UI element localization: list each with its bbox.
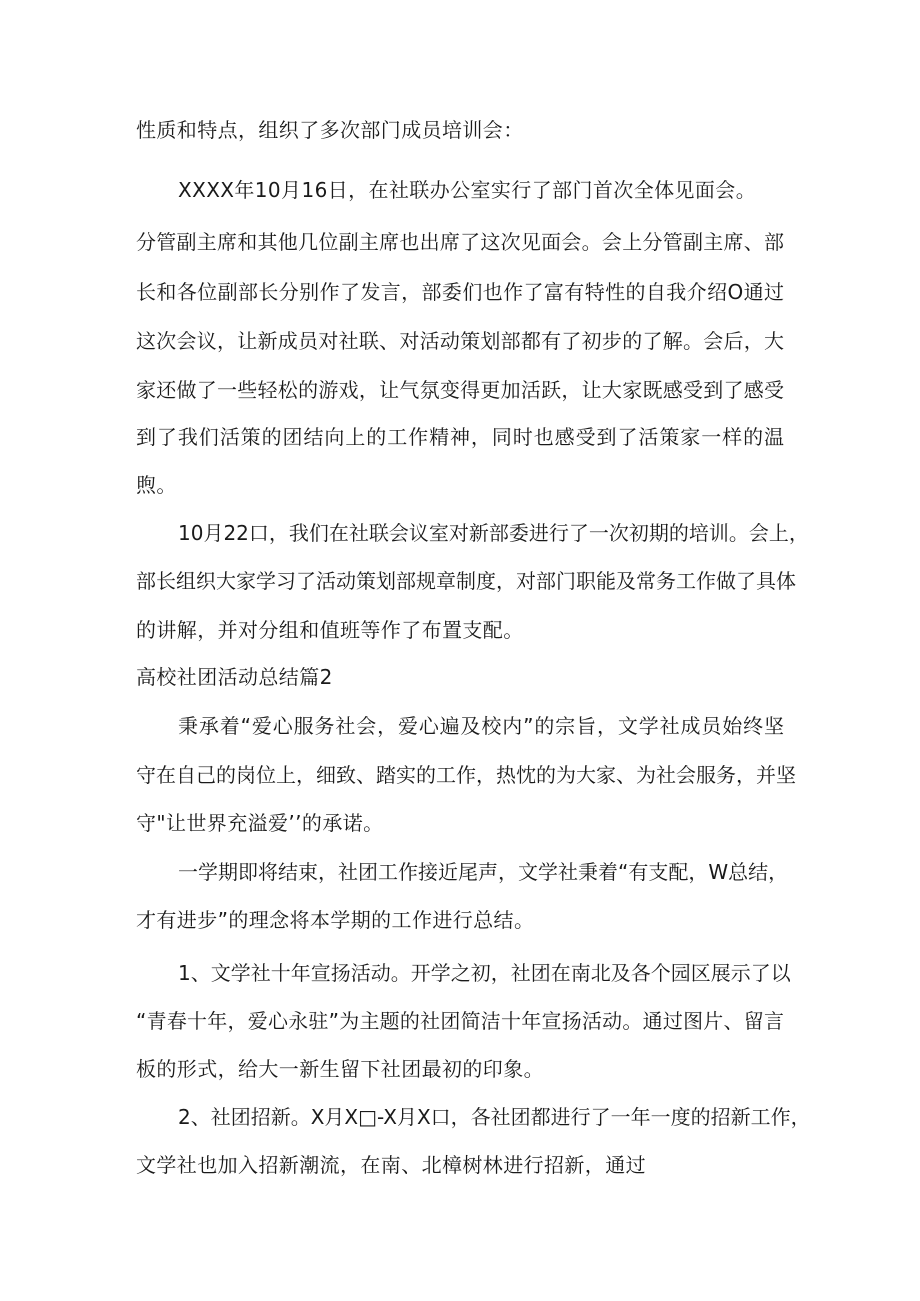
text-line: 的讲解，并对分组和值班等作了布置支配。 [136,618,524,642]
text-line: 才有进步”的理念将本学期的工作进行总结。 [136,908,535,932]
text-line: “青春十年，爱心永驻”为主题的社团简洁十年宣扬活动。通过图片、留言 [136,1009,784,1033]
text-line: 这次会议，让新成员对社联、对活动策划部都有了初步的了解。会后，大 [136,329,784,353]
text-line: 文学社也加入招新潮流，在南、北樟树林进行招新，通过 [136,1153,646,1177]
text-line: 煦。 [136,473,177,497]
text-line: 守在自己的岗位上，细致、踏实的工作，热忱的为大家、为社会服务，并坚 [136,763,796,787]
text-line: 2、社团招新。X月X□-X月X口，各社团都进行了一年一度的招新工作， [178,1105,811,1129]
text-line: 性质和特点，组织了多次部门成员培训会： [136,118,524,142]
text-line: 分管副主席和其他几位副主席也出席了这次见面会。会上分管副主席、部 [136,230,784,254]
text-line: 秉承着“爱心服务社会，爱心遍及校内”的宗旨，文学社成员始终坚 [178,714,784,738]
section-heading: 高校社团活动总结篇2 [136,665,333,689]
text-line: 一学期即将结束，社团工作接近尾声，文学社秉着“有支配，W总结， [178,860,789,884]
text-line: 家还做了一些轻松的游戏，让气氛变得更加活跃，让大家既感受到了感受 [136,378,784,402]
text-line: 板的形式，给大一新生留下社团最初的印象。 [136,1057,544,1081]
text-line: 到了我们活策的团结向上的工作精神，同时也感受到了活策家一样的温 [136,425,784,449]
text-line: 守"让世界充溢爱’’的承诺。 [136,811,384,835]
text-line: 1、文学社十年宣扬活动。开学之初，社团在南北及各个园区展示了以 [178,961,791,985]
text-line: 部长组织大家学习了活动策划部规章制度，对部门职能及常务工作做了具体 [136,569,796,593]
text-line: 10月22口，我们在社联会议室对新部委进行了一次初期的培训。会上， [178,521,809,545]
text-line: 长和各位副部长分别作了发言，部委们也作了富有特性的自我介绍O通过 [136,280,784,304]
text-line: XXXX年10月16日，在社联办公室实行了部门首次全体见面会。 [178,178,757,202]
